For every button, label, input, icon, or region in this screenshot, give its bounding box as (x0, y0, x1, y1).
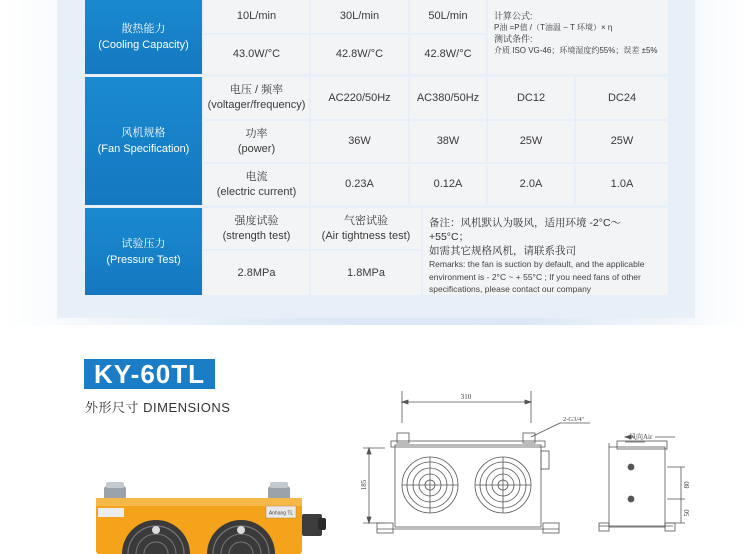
formula-text: P油 =P值 /（T油温 − T 环境）× η (494, 23, 613, 32)
fan-voltage-label: 电压 / 频率 (voltager/frequency) (204, 77, 309, 119)
width-dimension-label: 310 (460, 393, 472, 401)
test-condition-text: 介质 ISO VG-46；环境湿度约55%；误差 ±5% (494, 46, 658, 55)
fan-current-3: 2.0A (488, 164, 574, 205)
fan-power-2: 38W (410, 121, 486, 162)
fan-power-3: 25W (488, 121, 574, 162)
fan-current-4: 1.0A (576, 164, 668, 205)
name-plate-text: Anhang TL (268, 510, 294, 517)
air-tightness-label: 气密试验 (Air tightness test) (311, 208, 421, 249)
fan-voltage-1: AC220/50Hz (311, 77, 408, 119)
strength-test-label: 强度试验 (strength test) (204, 208, 309, 249)
air-tightness-value: 1.8MPa (311, 251, 421, 295)
cooling-flow-3: 50L/min (410, 0, 486, 33)
strength-test-value: 2.8MPa (204, 251, 309, 295)
fan-current-2: 0.12A (410, 164, 486, 205)
cooling-value-2: 42.8W/°C (311, 35, 408, 74)
side-dimension-50: 50 (683, 509, 691, 517)
fan-power-label: 功率 (power) (204, 121, 309, 162)
dimension-drawing (355, 385, 750, 554)
cooling-value-3: 42.8W/°C (410, 35, 486, 74)
pressure-label-cn: 试验压力 (121, 237, 166, 250)
fan-power-1: 36W (311, 121, 408, 162)
fan-voltage-3: DC12 (488, 77, 574, 119)
cooling-label-en: (Cooling Capacity) (98, 39, 189, 51)
cooler-photo (96, 482, 326, 554)
fan-spec-header (85, 77, 202, 205)
test-condition-title: 测试条件: (494, 34, 533, 44)
side-dimension-80: 80 (683, 481, 691, 489)
cooling-flow-2: 30L/min (311, 0, 408, 33)
pressure-test-header (85, 208, 202, 295)
outlet-fitting (268, 486, 290, 500)
formula-title: 计算公式: (494, 11, 533, 21)
fan-current-label: 电流 (electric current) (204, 164, 309, 205)
fan-label-cn: 风机规格 (121, 127, 166, 139)
air-direction-label: 风向Air (629, 433, 653, 441)
cooling-capacity-header (85, 0, 202, 74)
port-label: 2-G3/4" (563, 416, 585, 423)
cooling-flow-1: 10L/min (204, 0, 309, 33)
cooling-label-cn: 散热能力 (121, 23, 166, 35)
fan-remark-note: 备注：风机默认为吸风，适用环境 -2°C～ +55°C； 如需其它规格风机，请联系我司 Remarks: the fan is suction by default, and the applicable environment is - 2°C ~ + 55°C ; If you need fans of other specifications, please contact our company (423, 208, 668, 295)
fan-label-en: (Fan Specification) (97, 143, 190, 155)
dimensions-title: 外形尺寸 DIMENSIONS (85, 400, 231, 415)
cooling-formula-note (488, 0, 668, 74)
height-dimension-label: 185 (360, 479, 368, 491)
fan-current-1: 0.23A (311, 164, 408, 205)
fan-voltage-4: DC24 (576, 77, 668, 119)
model-badge: KY-60TL (84, 359, 215, 389)
pressure-label-en: (Pressure Test) (106, 253, 181, 266)
fan-power-4: 25W (576, 121, 668, 162)
cooling-value-1: 43.0W/°C (204, 35, 309, 74)
fan-voltage-2: AC380/50Hz (410, 77, 486, 119)
inlet-fitting (104, 486, 126, 500)
